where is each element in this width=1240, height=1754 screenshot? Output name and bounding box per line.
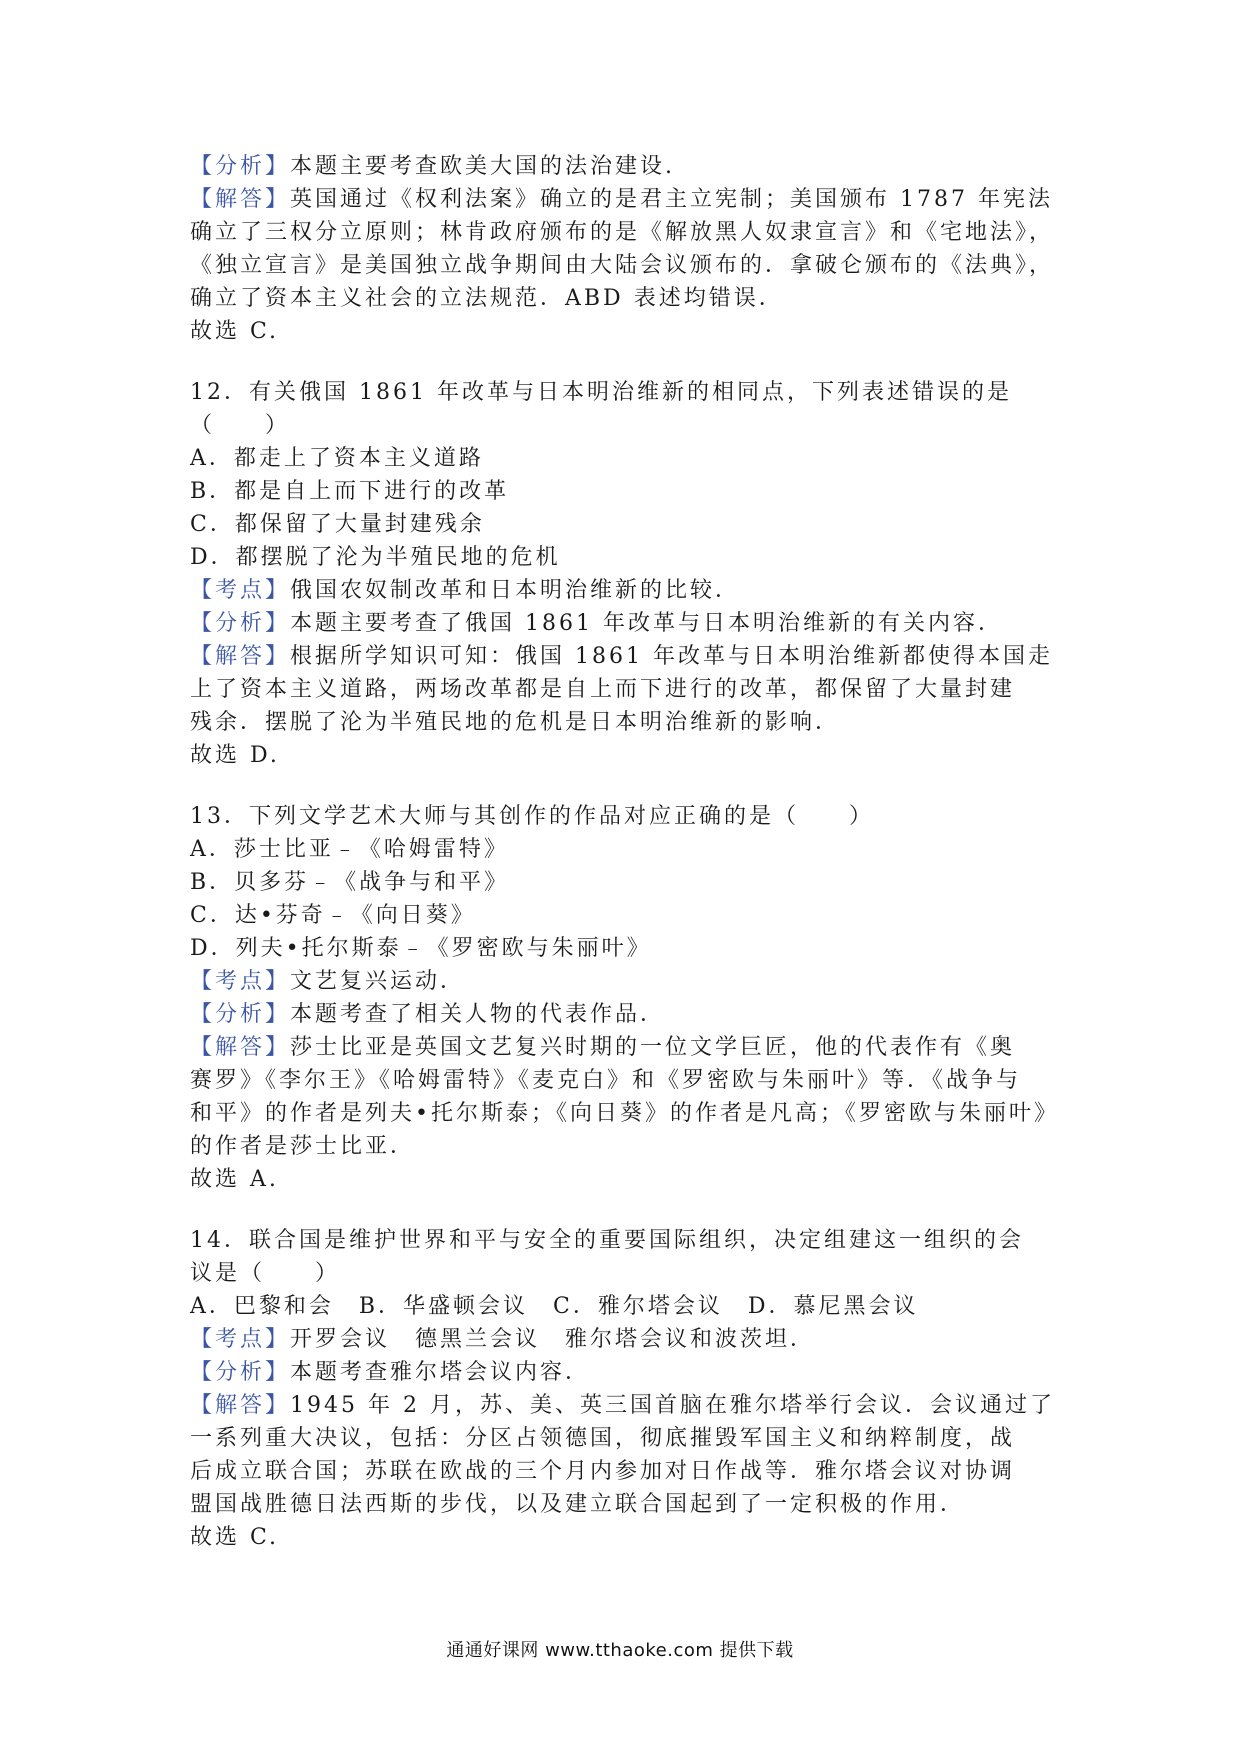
question-11-solution bbox=[190, 150, 1070, 348]
point-line bbox=[190, 965, 1070, 998]
option-d: D．列夫•托尔斯泰﹣《罗密欧与朱丽叶》 bbox=[190, 936, 652, 961]
answer-line: 后成立联合国；苏联在欧战的三个月内参加对日作战等．雅尔塔会议对协调 bbox=[190, 1459, 1016, 1484]
question-12 bbox=[190, 376, 1070, 772]
question-stem: 14．联合国是维护世界和平与安全的重要国际组织，决定组建这一组织的会 bbox=[190, 1228, 1024, 1253]
option-c: C．都保留了大量封建残余 bbox=[190, 512, 485, 537]
analysis-tag: 【分析】 bbox=[190, 1002, 291, 1027]
answer-tag: 【解答】 bbox=[190, 1393, 291, 1418]
answer-line: 和平》的作者是列夫•托尔斯泰；《向日葵》的作者是凡高；《罗密欧与朱丽叶》 bbox=[190, 1101, 1059, 1126]
answer-text: 英国通过《权利法案》确立的是君主立宪制；美国颁布 1787 年宪法 bbox=[290, 187, 1053, 212]
answer-line: 上了资本主义道路，两场改革都是自上而下进行的改革，都保留了大量封建 bbox=[190, 677, 1016, 702]
analysis-line bbox=[190, 150, 1070, 183]
point-tag: 【考点】 bbox=[190, 969, 291, 994]
answer-line: 确立了资本主义社会的立法规范．ABD 表述均错误． bbox=[190, 286, 784, 311]
question-stem: 12．有关俄国 1861 年改革与日本明治维新的相同点，下列表述错误的是 bbox=[190, 380, 1012, 405]
point-text: 开罗会议 德黑兰会议 雅尔塔会议和波茨坦． bbox=[290, 1327, 816, 1352]
answer-text: 1945 年 2 月，苏、美、英三国首脑在雅尔塔举行会议．会议通过了 bbox=[290, 1393, 1055, 1418]
analysis-text: 本题主要考查欧美大国的法治建设. bbox=[290, 154, 676, 179]
analysis-line bbox=[190, 607, 1070, 640]
options-line: A．巴黎和会 B．华盛顿会议 C．雅尔塔会议 D．慕尼黑会议 bbox=[190, 1294, 919, 1319]
analysis-tag: 【分析】 bbox=[190, 1360, 291, 1385]
point-tag: 【考点】 bbox=[190, 578, 291, 603]
answer-line bbox=[190, 1031, 1070, 1064]
answer-line: 赛罗》《李尔王》《哈姆雷特》《麦克白》和《罗密欧与朱丽叶》等．《战争与 bbox=[190, 1068, 1022, 1093]
answer-line: 的作者是莎士比亚． bbox=[190, 1134, 416, 1159]
point-line bbox=[190, 574, 1070, 607]
answer-tag: 【解答】 bbox=[190, 1035, 291, 1060]
answer-line: 《独立宣言》是美国独立战争期间由大陆会议颁布的．拿破仑颁布的《法典》， bbox=[190, 253, 1055, 278]
answer-line bbox=[190, 183, 1070, 216]
point-text: 俄国农奴制改革和日本明治维新的比较． bbox=[290, 578, 741, 603]
analysis-text: 本题主要考查了俄国 1861 年改革与日本明治维新的有关内容． bbox=[290, 611, 1003, 636]
option-a: A．莎士比亚﹣《哈姆雷特》 bbox=[190, 837, 509, 862]
question-13 bbox=[190, 800, 1070, 1196]
question-14 bbox=[190, 1224, 1070, 1554]
point-text: 文艺复兴运动． bbox=[290, 969, 466, 994]
answer-line: 残余．摆脱了沦为半殖民地的危机是日本明治维新的影响． bbox=[190, 710, 841, 735]
question-stem: 13．下列文学艺术大师与其创作的作品对应正确的是（ ） bbox=[190, 804, 874, 829]
answer-line bbox=[190, 640, 1070, 673]
option-a: A．都走上了资本主义道路 bbox=[190, 446, 484, 471]
choice-line: 故选 C. bbox=[190, 319, 280, 344]
answer-text: 莎士比亚是英国文艺复兴时期的一位文学巨匠，他的代表作有《奥 bbox=[290, 1035, 1016, 1060]
option-c: C．达•芬奇﹣《向日葵》 bbox=[190, 903, 476, 928]
answer-line: 确立了三权分立原则；林肯政府颁布的是《解放黑人奴隶宣言》和《宅地法》， bbox=[190, 220, 1055, 245]
choice-line: 故选 A. bbox=[190, 1167, 279, 1192]
option-d: D．都摆脱了沦为半殖民地的危机 bbox=[190, 545, 561, 570]
analysis-line bbox=[190, 1356, 1070, 1389]
option-b: B．贝多芬﹣《战争与和平》 bbox=[190, 870, 510, 895]
choice-line: 故选 D. bbox=[190, 743, 280, 768]
answer-line bbox=[190, 1389, 1070, 1422]
analysis-tag: 【分析】 bbox=[190, 154, 291, 179]
question-stem: 议是（ ） bbox=[190, 1261, 341, 1286]
answer-tag: 【解答】 bbox=[190, 644, 291, 669]
page-footer: 通通好课网 www.tthaoke.com 提供下载 bbox=[446, 1640, 794, 1661]
analysis-tag: 【分析】 bbox=[190, 611, 291, 636]
analysis-text: 本题考查了相关人物的代表作品． bbox=[290, 1002, 666, 1027]
answer-line: 一系列重大决议，包括：分区占领德国，彻底摧毁军国主义和纳粹制度，战 bbox=[190, 1426, 1016, 1451]
choice-line: 故选 C. bbox=[190, 1525, 280, 1550]
question-stem-bracket: （ ） bbox=[190, 413, 291, 438]
document-content bbox=[190, 150, 1070, 1554]
point-tag: 【考点】 bbox=[190, 1327, 291, 1352]
analysis-line bbox=[190, 998, 1070, 1031]
analysis-text: 本题考查雅尔塔会议内容． bbox=[290, 1360, 591, 1385]
option-b: B．都是自上而下进行的改革 bbox=[190, 479, 510, 504]
answer-text: 根据所学知识可知：俄国 1861 年改革与日本明治维新都使得本国走 bbox=[290, 644, 1053, 669]
point-line bbox=[190, 1323, 1070, 1356]
answer-tag: 【解答】 bbox=[190, 187, 291, 212]
answer-line: 盟国战胜德日法西斯的步伐，以及建立联合国起到了一定积极的作用． bbox=[190, 1492, 966, 1517]
